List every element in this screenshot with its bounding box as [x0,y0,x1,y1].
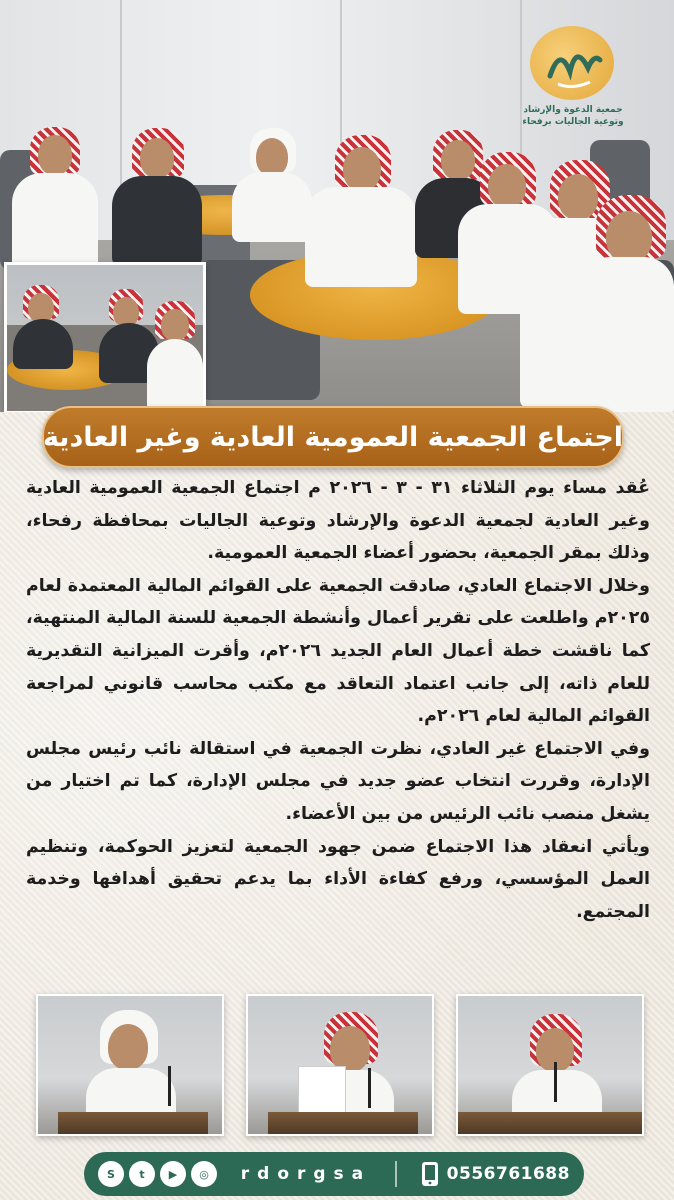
inset-photo [4,262,206,412]
logo-line-2: وتوعية الجاليات برفحاء [522,117,624,127]
instagram-icon[interactable]: ◎ [191,1161,217,1187]
paragraph-1: عُقد مساء يوم الثلاثاء ٣١ - ٣ - ٢٠٢٦ م اجتماع الجمعية العمومية العادية وغير العادية لجمعية الدعوة والإرشاد وتوعية الجاليات بمحافظة رفحاء، وذلك بمقر الجمعية، بحضور أعضاء الجمعية العمومية. [26,478,650,564]
contact-footer [84,1152,584,1196]
snapchat-icon[interactable]: S [98,1161,124,1187]
speaker-photo [246,994,434,1136]
paragraph-3: وفي الاجتماع غير العادي، نظرت الجمعية في استقالة نائب رئيس مجلس الإدارة، وقررت انتخاب عضو جديد في مجلس الإدارة، كما تم اختيار من يشغل منصب نائب الرئيس من بين الأعضاء. [26,738,650,824]
paragraph-4: ويأتي انعقاد هذا الاجتماع ضمن جهود الجمعية لتعزيز الحوكمة، وتنظيم العمل المؤسسي، ورفع كفاءة الأداء بما يدعم تحقيق أهدافها وخدمة المجتمع. [26,836,650,922]
social-icons [98,1161,217,1187]
podium [58,1112,208,1134]
twitter-icon[interactable]: t [129,1161,155,1187]
logo-text [518,104,628,128]
phone-number: 0556761688 [446,1164,570,1184]
podium [458,1112,642,1134]
speaker-photo [36,994,224,1136]
paragraph-2: وخلال الاجتماع العادي، صادقت الجمعية على القوائم المالية المعتمدة لعام ٢٠٢٥م واطلعت على تقرير أعمال وأنشطة الجمعية للسنة المالية المنتهية، كما ناقشت خطة أعمال العام الجديد ٢٠٢٦م، وأقرت الميزانية التقديرية للعام ذاته، إلى جانب اعتماد التعاقد مع مكتب محاسب قانوني لمراجعة القوائم المالية لعام ٢٠٢٦م. [26,575,650,727]
divider [395,1161,397,1187]
title-banner [42,406,624,468]
logo-line-1: جمعية الدعوة والإرشاد [523,105,623,115]
podium [268,1112,418,1134]
article-body [26,472,650,928]
microphone [554,1062,557,1102]
hero-photo [0,0,674,412]
speaker-photos [0,994,674,1134]
microphone [368,1068,371,1108]
mobile-phone-icon [421,1161,439,1187]
social-handle[interactable]: rdorgsa [240,1164,372,1184]
phone-contact[interactable] [421,1161,570,1187]
microphone [168,1066,171,1106]
logo-emblem-icon [530,26,614,100]
organization-logo [518,18,628,138]
youtube-icon[interactable]: ▶ [160,1161,186,1187]
speaker-photo [456,994,644,1136]
page-title: اجتماع الجمعية العمومية العادية وغير العادية [42,421,624,453]
